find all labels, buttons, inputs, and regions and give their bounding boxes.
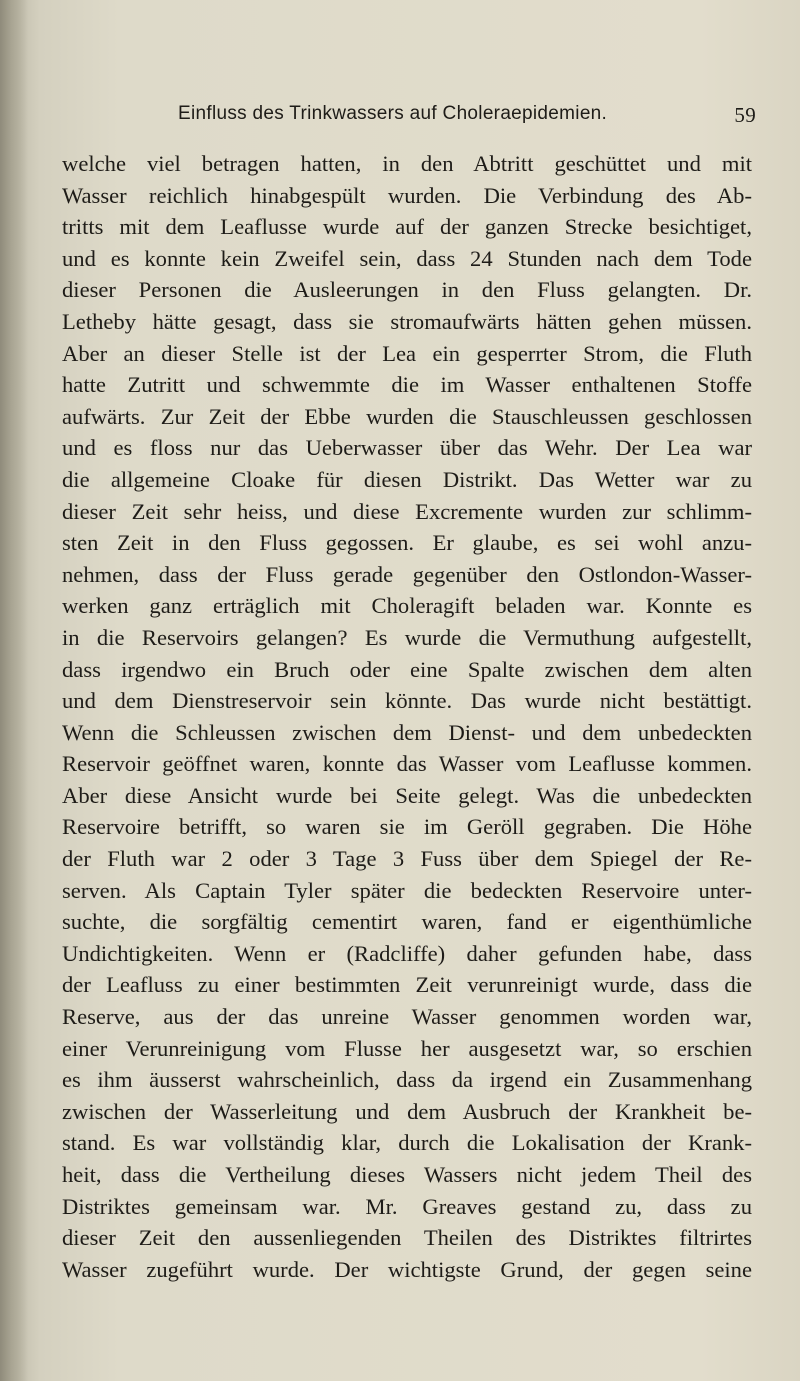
text-line: und es konnte kein Zweifel sein, dass 24 Stunden nach dem Tode xyxy=(62,245,752,271)
text-line: die allgemeine Cloake für diesen Distrikt. Das Wetter war zu xyxy=(62,466,752,492)
running-title: Einfluss des Trinkwassers auf Choleraepidemien. xyxy=(178,103,608,124)
text-line: Aber diese Ansicht wurde bei Seite gelegt. Was die unbedeckten xyxy=(62,782,752,808)
text-line: der Fluth war 2 oder 3 Tage 3 Fuss über dem Spiegel der Re- xyxy=(62,846,752,872)
body-text xyxy=(62,148,752,1285)
text-line: Distriktes gemeinsam war. Mr. Greaves gestand zu, dass zu xyxy=(62,1193,752,1219)
text-line: Undichtigkeiten. Wenn er (Radcliffe) daher gefunden habe, dass xyxy=(62,940,752,966)
text-line: tritts mit dem Leaflusse wurde auf der ganzen Strecke besichtiget, xyxy=(62,214,752,240)
text-line: dieser Zeit sehr heiss, und diese Excremente wurden zur schlimm- xyxy=(62,498,752,524)
text-line: Wasser reichlich hinabgespült wurden. Die Verbindung des Ab- xyxy=(62,182,752,208)
text-line: Aber an dieser Stelle ist der Lea ein gesperrter Strom, die Fluth xyxy=(62,340,752,366)
page-number: 59 xyxy=(734,103,756,127)
text-line: hatte Zutritt und schwemmte die im Wasser enthaltenen Stoffe xyxy=(62,372,752,398)
text-line: Reserve, aus der das unreine Wasser genommen worden war, xyxy=(62,1004,752,1030)
text-line: zwischen der Wasserleitung und dem Ausbruch der Krankheit be- xyxy=(62,1098,752,1124)
text-line: nehmen, dass der Fluss gerade gegenüber den Ostlondon-Wasser- xyxy=(62,561,752,587)
text-line: sten Zeit in den Fluss gegossen. Er glaube, es sei wohl anzu- xyxy=(62,530,752,556)
running-head xyxy=(62,103,762,133)
text-line: heit, dass die Vertheilung dieses Wassers nicht jedem Theil des xyxy=(62,1162,752,1187)
text-line: aufwärts. Zur Zeit der Ebbe wurden die Stauschleussen geschlossen xyxy=(62,403,752,429)
text-line: Reservoire betrifft, so waren sie im Geröll gegraben. Die Höhe xyxy=(62,814,752,840)
text-line: Reservoir geöffnet waren, konnte das Wasser vom Leaflusse kommen. xyxy=(62,751,752,777)
text-line: Letheby hätte gesagt, dass sie stromaufwärts hätten gehen müssen. xyxy=(62,308,752,334)
text-line: suchte, die sorgfältig cementirt waren, fand er eigenthümliche xyxy=(62,909,752,935)
text-line: welche viel betragen hatten, in den Abtritt geschüttet und mit xyxy=(62,151,752,176)
text-line: einer Verunreinigung vom Flusse her ausgesetzt war, so erschien xyxy=(62,1035,752,1061)
book-spine-shadow xyxy=(0,0,28,1381)
text-line: serven. Als Captain Tyler später die bedeckten Reservoire unter- xyxy=(62,877,752,903)
book-page xyxy=(62,0,762,1381)
text-line: dass irgendwo ein Bruch oder eine Spalte zwischen dem alten xyxy=(62,656,752,682)
text-line: der Leafluss zu einer bestimmten Zeit verunreinigt wurde, dass die xyxy=(62,972,752,998)
text-line: werken ganz erträglich mit Choleragift beladen war. Konnte es xyxy=(62,593,752,619)
text-line: dieser Personen die Ausleerungen in den Fluss gelangten. Dr. xyxy=(62,277,752,303)
text-line: und dem Dienstreservoir sein könnte. Das wurde nicht bestättigt. xyxy=(62,688,752,714)
text-line: stand. Es war vollständig klar, durch die Lokalisation der Krank- xyxy=(62,1130,752,1156)
text-line: Wasser zugeführt wurde. Der wichtigste Grund, der gegen seine xyxy=(62,1256,752,1282)
text-line: und es floss nur das Ueberwasser über das Wehr. Der Lea war xyxy=(62,435,752,461)
text-line: dieser Zeit den aussenliegenden Theilen des Distriktes filtrirtes xyxy=(62,1225,752,1251)
text-line: Wenn die Schleussen zwischen dem Dienst- und dem unbedeckten xyxy=(62,719,752,745)
text-line: es ihm äusserst wahrscheinlich, dass da irgend ein Zusammenhang xyxy=(62,1067,752,1093)
text-line: in die Reservoirs gelangen? Es wurde die Vermuthung aufgestellt, xyxy=(62,624,752,650)
